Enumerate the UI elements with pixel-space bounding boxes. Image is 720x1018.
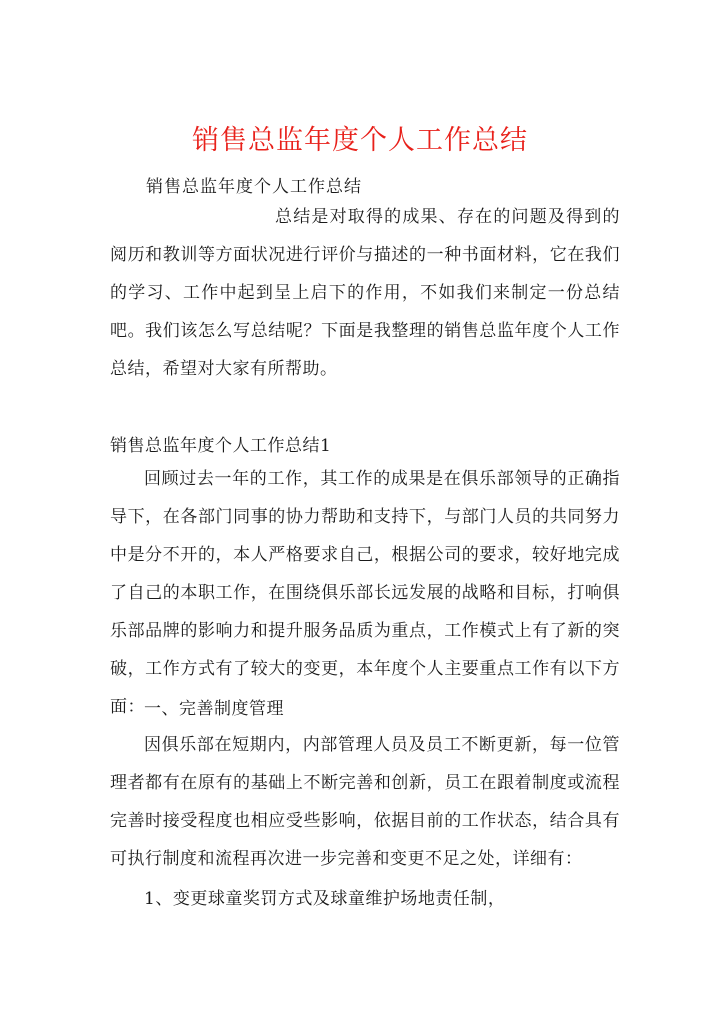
- body-paragraph-2: 因俱乐部在短期内，内部管理人员及员工不断更新，每一位管理者都有在原有的基础上不断完善和创新，员工在跟着制度或流程完善时接受程度也相应受些影响，依据目前的工作状态，结合具有可执行制度和流程再次进一步完善和变更不足之处，详细有：: [110, 735, 620, 869]
- section-heading: 销售总监年度个人工作总结1: [110, 436, 332, 456]
- intro-paragraph: 总结是对取得的成果、存在的问题及得到的阅历和教训等方面状况进行评价与描述的一种书面材料，它在我们的学习、工作中起到呈上启下的作用，不如我们来制定一份总结吧。我们该怎么写总结呢？下面是我整理的销售总监年度个人工作总结，希望对大家有所帮助。: [110, 207, 620, 379]
- document-subtitle: 销售总监年度个人工作总结: [146, 177, 362, 197]
- body-paragraph-1: 回顾过去一年的工作，其工作的成果是在俱乐部领导的正确指导下，在各部门同事的协力帮助和支持下，与部门人员的共同努力中是分不开的，本人严格要求自己，根据公司的要求，较好地完成了自己的本职工作，在围绕俱乐部长远发展的战略和目标，打响俱乐部品牌的影响力和提升服务品质为重点，工作模式上有了新的突破，工作方式有了较大的变更，本年度个人主要重点工作有以下方面：: [110, 469, 620, 717]
- list-item-1: 1、变更球童奖罚方式及球童维护场地责任制，: [144, 889, 506, 909]
- document-title: 销售总监年度个人工作总结: [192, 125, 528, 157]
- subheading-1: 一、完善制度管理: [144, 699, 284, 719]
